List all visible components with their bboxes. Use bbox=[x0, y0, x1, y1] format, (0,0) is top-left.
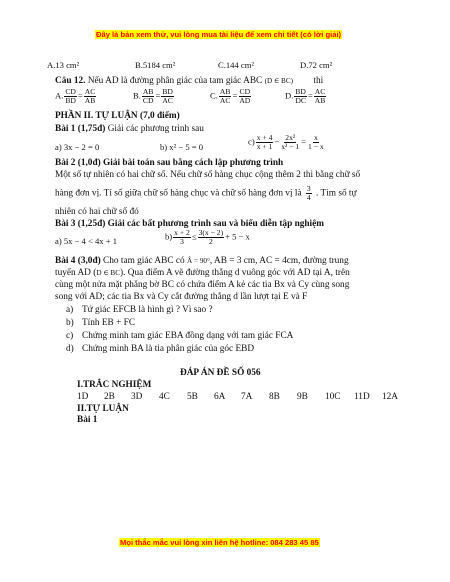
answer-item: 5B bbox=[187, 392, 198, 402]
header-banner: Đây là bản xem thử, vui lòng mua tài liệu để xem chi tiết (có lời giải) bbox=[96, 30, 342, 39]
bai1-b: b) x² − 5 = 0 bbox=[160, 142, 204, 152]
q12-option-b: B. $\frac{AB}{CD}$ = $\frac{BD}{AC}$ bbox=[133, 87, 173, 105]
q12-option-d: D. $\frac{BD}{DC}$ = $\frac{AC}{AB}$ bbox=[285, 87, 326, 105]
answer-part1: I.TRẮC NGHIỆM bbox=[77, 380, 152, 390]
bai4-item-a: a) Tứ giác EFCB là hình gì ? Vì sao ? bbox=[66, 305, 213, 315]
bai2-line1: Một số tự nhiên có hai chữ số. Nếu chữ số hàng chục cộng thêm 2 thì bằng chữ số bbox=[55, 170, 361, 180]
answer-item: 1D bbox=[77, 392, 89, 402]
answer-item: 2B bbox=[104, 392, 115, 402]
answer-bai1: Bài 1 bbox=[77, 415, 98, 425]
q12-option-letter: B. bbox=[133, 90, 141, 101]
answer-title: ĐÁP ÁN ĐỀ SỐ 056 bbox=[180, 368, 261, 378]
bai1-a: a) 3x − 2 = 0 bbox=[55, 142, 100, 152]
question-12-text: Nếu AD là đường phân giác của tam giác ABC bbox=[87, 76, 263, 86]
answer-item: 9B bbox=[297, 392, 308, 402]
answer-item: 11D bbox=[354, 392, 370, 402]
footer-banner: Mọi thắc mắc vui lòng xin liên hệ hotline: 084 283 45 85 bbox=[120, 538, 319, 547]
bai2-line3: nhiên có hai chữ số đó bbox=[55, 207, 139, 217]
bai4-line3: cùng một nửa mặt phẳng bờ BC có chứa điểm A kẻ các tia Bx và Cy cùng song bbox=[55, 280, 350, 290]
bai3-b: b) $\frac{x + 2}{3}$ ≤ $\frac{3(x - 2)}{2}$ + 5 − x bbox=[165, 228, 250, 246]
bai1-heading bbox=[55, 124, 204, 134]
bai4-line2: tuyến AD (D ∈ BC). Qua điểm A vẽ đường thẳng d vuông góc với AD tại A, trên bbox=[55, 268, 350, 278]
bai4-title: Bài 4 (3,0đ) bbox=[55, 256, 101, 266]
bai1-c: c) $\frac{x + 4}{x + 1}$ − $\frac{\text{2x²}}{\text{x² − 1}}$ = $\frac{x}{1 - x}$ bbox=[248, 133, 324, 151]
question-12-then: thì bbox=[313, 76, 324, 86]
bai2-title: Bài 2 (1,0đ) Giải bài toán sau bằng cách lập phương trình bbox=[55, 158, 284, 168]
bai4-item-b: b) Tính EB + FC bbox=[66, 318, 136, 328]
question-12 bbox=[55, 76, 323, 86]
bai4-line4: song với AD; các tia Bx và Cy cắt đường thẳng d lần lượt tại E và F bbox=[55, 292, 308, 302]
answer-item: 12A bbox=[382, 392, 399, 402]
q12-option-a: A. $\frac{CD}{BD}$ = $\frac{AC}{AB}$ bbox=[55, 87, 96, 105]
answer-item: 7A bbox=[241, 392, 253, 402]
q12-option-letter: D. bbox=[285, 90, 294, 101]
answer-list bbox=[77, 392, 398, 402]
question-12-condition: (D ∈ BC) bbox=[264, 77, 294, 85]
bai1-text: Giải các phương trình sau bbox=[107, 124, 204, 134]
answer-item: 6A bbox=[214, 392, 226, 402]
q11-option-d: D.72 cm² bbox=[300, 60, 333, 70]
answer-item: 10C bbox=[325, 392, 341, 402]
angle-a: Â = 90° bbox=[186, 257, 210, 265]
question-12-label: Câu 12. bbox=[55, 76, 86, 86]
answer-item: 4C bbox=[159, 392, 170, 402]
part2-title: PHẦN II. TỰ LUẬN (7,0 điểm) bbox=[55, 111, 180, 121]
bai3-title: Bài 3 (1,25đ) Giải các bất phương trình sau và biểu diễn tập nghiệm bbox=[55, 219, 325, 229]
bai3-a: a) 5x − 4 < 4x + 1 bbox=[55, 236, 118, 246]
answer-part2: II.TỰ LUẬN bbox=[77, 404, 129, 414]
bai2-line2: hàng đơn vị. Tỉ số giữa chữ số hàng chục và chữ số hàng đơn vị là $\frac{3}{4}$ . Tìm số tự bbox=[55, 184, 357, 202]
answer-item: 8B bbox=[269, 392, 280, 402]
q11-option-c: C.144 cm² bbox=[218, 60, 254, 70]
bai4-item-c: c) Chứng minh tam giác EBA đồng dạng với tam giác FCA bbox=[66, 331, 294, 341]
q12-option-letter: A. bbox=[55, 90, 64, 101]
q11-option-a: A.13 cm² bbox=[47, 60, 80, 70]
q12-option-letter: C. bbox=[210, 90, 218, 101]
answer-item: 3D bbox=[131, 392, 143, 402]
bai1-title: Bài 1 (1,75đ) bbox=[55, 124, 106, 134]
q12-option-c: C. $\frac{AB}{AC}$ = $\frac{CD}{AD}$ bbox=[210, 87, 251, 105]
bai4-line1: Bài 4 (3,0đ) Cho tam giác ABC có Â = 90°, AB = 3 cm, AC = 4cm, đường trung bbox=[55, 256, 349, 266]
bai4-item-d: d) Chứng minh BA là tia phân giác của góc EBD bbox=[66, 344, 255, 354]
q11-option-b: B.5184 cm² bbox=[135, 60, 176, 70]
